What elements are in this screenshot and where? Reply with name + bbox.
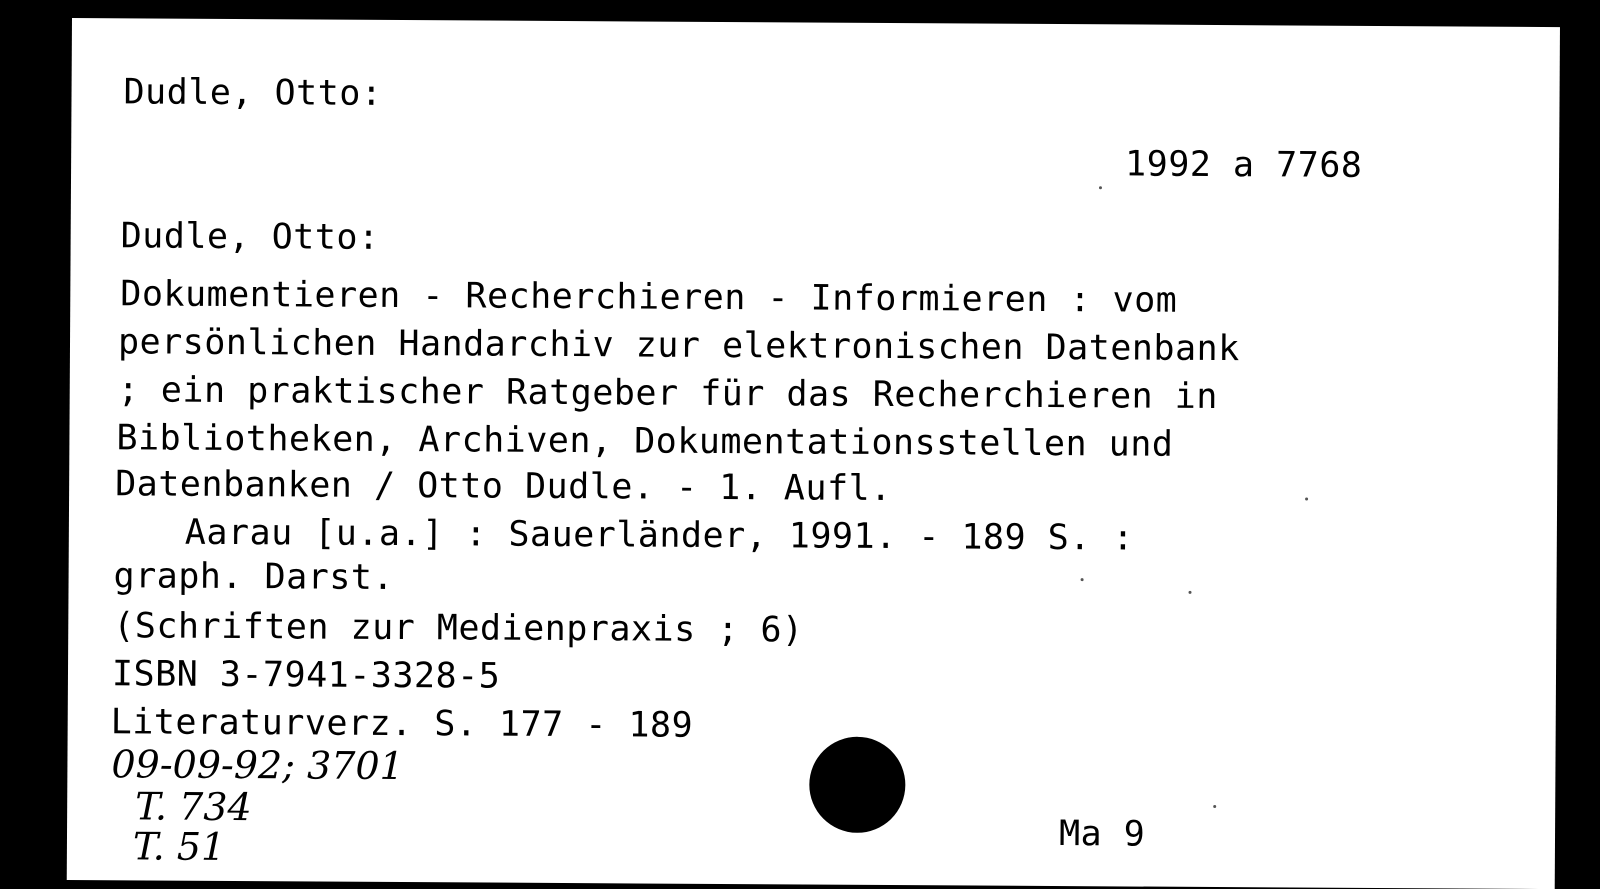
handwritten-date-note: 09-09-92; 3701 bbox=[111, 742, 404, 789]
title-line: ; ein praktischer Ratgeber für das Recherchieren in bbox=[117, 370, 1219, 418]
physical-description: graph. Darst. bbox=[113, 556, 395, 598]
series-statement: (Schriften zur Medienpraxis ; 6) bbox=[113, 606, 804, 651]
title-line: Bibliotheken, Archiven, Dokumentationsstellen und bbox=[116, 418, 1174, 465]
paper-speck bbox=[1081, 578, 1084, 581]
shelf-mark: Ma 9 bbox=[1058, 814, 1146, 855]
call-number: 1992 a 7768 bbox=[1125, 144, 1363, 186]
paper-speck bbox=[1305, 498, 1308, 501]
title-line: Dokumentieren - Recherchieren - Informieren : vom bbox=[120, 274, 1178, 321]
punch-hole bbox=[809, 737, 906, 834]
card-heading: Dudle, Otto: bbox=[123, 72, 383, 114]
title-line: persönlichen Handarchiv zur elektronischen Datenbank bbox=[117, 322, 1240, 370]
catalog-card bbox=[67, 18, 1560, 889]
handwritten-note: T. 51 bbox=[132, 824, 226, 869]
paper-speck bbox=[1213, 805, 1216, 808]
title-line: Datenbanken / Otto Dudle. - 1. Aufl. bbox=[115, 464, 892, 510]
author-line: Dudle, Otto: bbox=[120, 216, 380, 258]
paper-speck bbox=[1099, 186, 1102, 189]
imprint-line: Aarau [u.a.] : Sauerländer, 1991. - 189 S. : bbox=[184, 512, 1135, 559]
notes-line: Literaturverz. S. 177 - 189 bbox=[110, 702, 694, 746]
handwritten-note: T. 734 bbox=[135, 784, 252, 830]
isbn-line: ISBN 3-7941-3328-5 bbox=[111, 654, 501, 697]
paper-speck bbox=[1189, 591, 1192, 594]
